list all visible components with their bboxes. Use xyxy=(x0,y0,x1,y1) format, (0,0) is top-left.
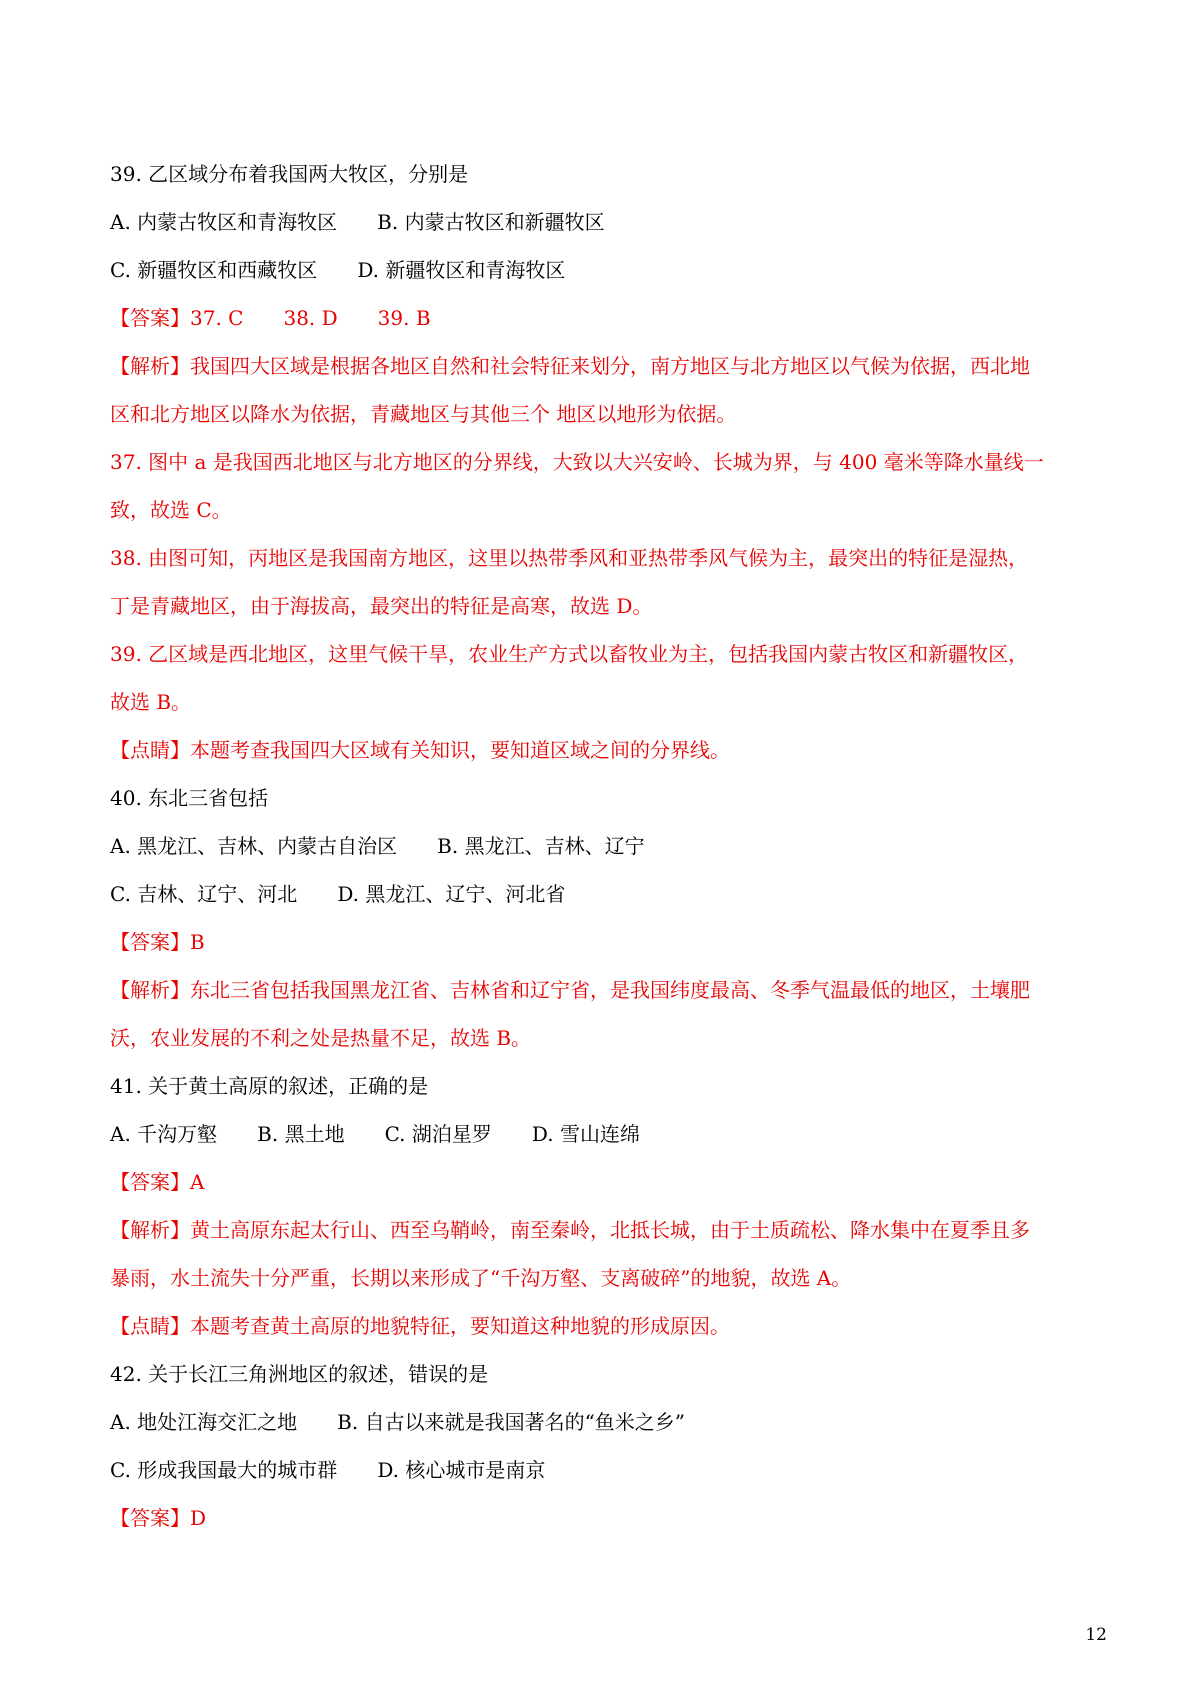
q41-point-note: 【点睛】本题考查黄土高原的地貌特征，要知道这种地貌的形成原因。 xyxy=(110,1314,730,1338)
explanation-37-line1: 37. 图中 a 是我国西北地区与北方地区的分界线，大致以大兴安岭、长城为界，与 400 毫米等降水量线一 xyxy=(110,450,1044,474)
q41-question: 41. 关于黄土高原的叙述，正确的是 xyxy=(110,1074,429,1098)
answer-37: 37. C xyxy=(190,306,244,330)
q41-answer: 【答案】A xyxy=(110,1170,205,1194)
q40-question: 40. 东北三省包括 xyxy=(110,786,269,810)
q39-options-row1 xyxy=(110,198,1100,246)
q40-analysis-line2: 沃，农业发展的不利之处是热量不足，故选 B。 xyxy=(110,1026,532,1050)
page-number: 12 xyxy=(1085,1625,1107,1645)
q40-option-a: A. 黑龙江、吉林、内蒙古自治区 xyxy=(110,834,398,858)
q39-option-c: C. 新疆牧区和西藏牧区 xyxy=(110,258,318,282)
page-content xyxy=(110,150,1100,1542)
q39-option-d: D. 新疆牧区和青海牧区 xyxy=(357,258,566,282)
explanation-37-line2: 致，故选 C。 xyxy=(110,498,232,522)
q40-analysis-line1: 【解析】东北三省包括我国黑龙江省、吉林省和辽宁省，是我国纬度最高、冬季气温最低的地区，土壤肥 xyxy=(110,978,1030,1002)
q39-option-a: A. 内蒙古牧区和青海牧区 xyxy=(110,210,338,234)
q40-options-row2 xyxy=(110,870,1100,918)
q40-option-d: D. 黑龙江、辽宁、河北省 xyxy=(337,882,566,906)
q40-option-c: C. 吉林、辽宁、河北 xyxy=(110,882,298,906)
q41-analysis-line2: 暴雨，水土流失十分严重，长期以来形成了“千沟万壑、支离破碎”的地貌，故选 A。 xyxy=(110,1266,852,1290)
answer-label: 【答案】 xyxy=(110,306,190,330)
q39-options-row2 xyxy=(110,246,1100,294)
q40-option-b: B. 黑龙江、吉林、辽宁 xyxy=(437,834,645,858)
point-note-37-39: 【点睛】本题考查我国四大区域有关知识，要知道区域之间的分界线。 xyxy=(110,738,730,762)
explanation-38-line2: 丁是青藏地区，由于海拔高，最突出的特征是高寒，故选 D。 xyxy=(110,594,653,618)
analysis-intro-line2: 区和北方地区以降水为依据，青藏地区与其他三个 地区以地形为依据。 xyxy=(110,402,737,426)
q41-options-row xyxy=(110,1110,1100,1158)
q40-answer: 【答案】B xyxy=(110,930,205,954)
q42-options-row2 xyxy=(110,1446,1100,1494)
q42-option-c: C. 形成我国最大的城市群 xyxy=(110,1458,338,1482)
q42-answer: 【答案】D xyxy=(110,1506,207,1530)
q42-option-d: D. 核心城市是南京 xyxy=(377,1458,546,1482)
q39-option-b: B. 内蒙古牧区和新疆牧区 xyxy=(377,210,605,234)
analysis-intro-line1: 【解析】我国四大区域是根据各地区自然和社会特征来划分，南方地区与北方地区以气候为依据，西北地 xyxy=(110,354,1030,378)
explanation-38-line1: 38. 由图可知，丙地区是我国南方地区，这里以热带季风和亚热带季风气候为主，最突出的特征是湿热， xyxy=(110,546,1029,570)
q41-option-a: A. 千沟万壑 xyxy=(110,1122,218,1146)
q39-question: 39. 乙区域分布着我国两大牧区，分别是 xyxy=(110,162,469,186)
q41-analysis-line1: 【解析】黄土高原东起太行山、西至乌鞘岭，南至秦岭，北抵长城，由于土质疏松、降水集中在夏季且多 xyxy=(110,1218,1030,1242)
answer-37-39 xyxy=(110,294,1100,342)
answer-39: 39. B xyxy=(377,306,431,330)
explanation-39-line1: 39. 乙区域是西北地区，这里气候干旱，农业生产方式以畜牧业为主，包括我国内蒙古牧区和新疆牧区， xyxy=(110,642,1029,666)
answer-38: 38. D xyxy=(283,306,338,330)
explanation-39-line2: 故选 B。 xyxy=(110,690,192,714)
q42-question: 42. 关于长江三角洲地区的叙述，错误的是 xyxy=(110,1362,489,1386)
q42-options-row1 xyxy=(110,1398,1100,1446)
q40-options-row1 xyxy=(110,822,1100,870)
q41-option-d: D. 雪山连绵 xyxy=(531,1122,640,1146)
q42-option-a: A. 地处江海交汇之地 xyxy=(110,1410,298,1434)
q42-option-b: B. 自古以来就是我国著名的“鱼米之乡” xyxy=(337,1410,686,1434)
q41-option-c: C. 湖泊星罗 xyxy=(384,1122,492,1146)
q41-option-b: B. 黑土地 xyxy=(257,1122,345,1146)
